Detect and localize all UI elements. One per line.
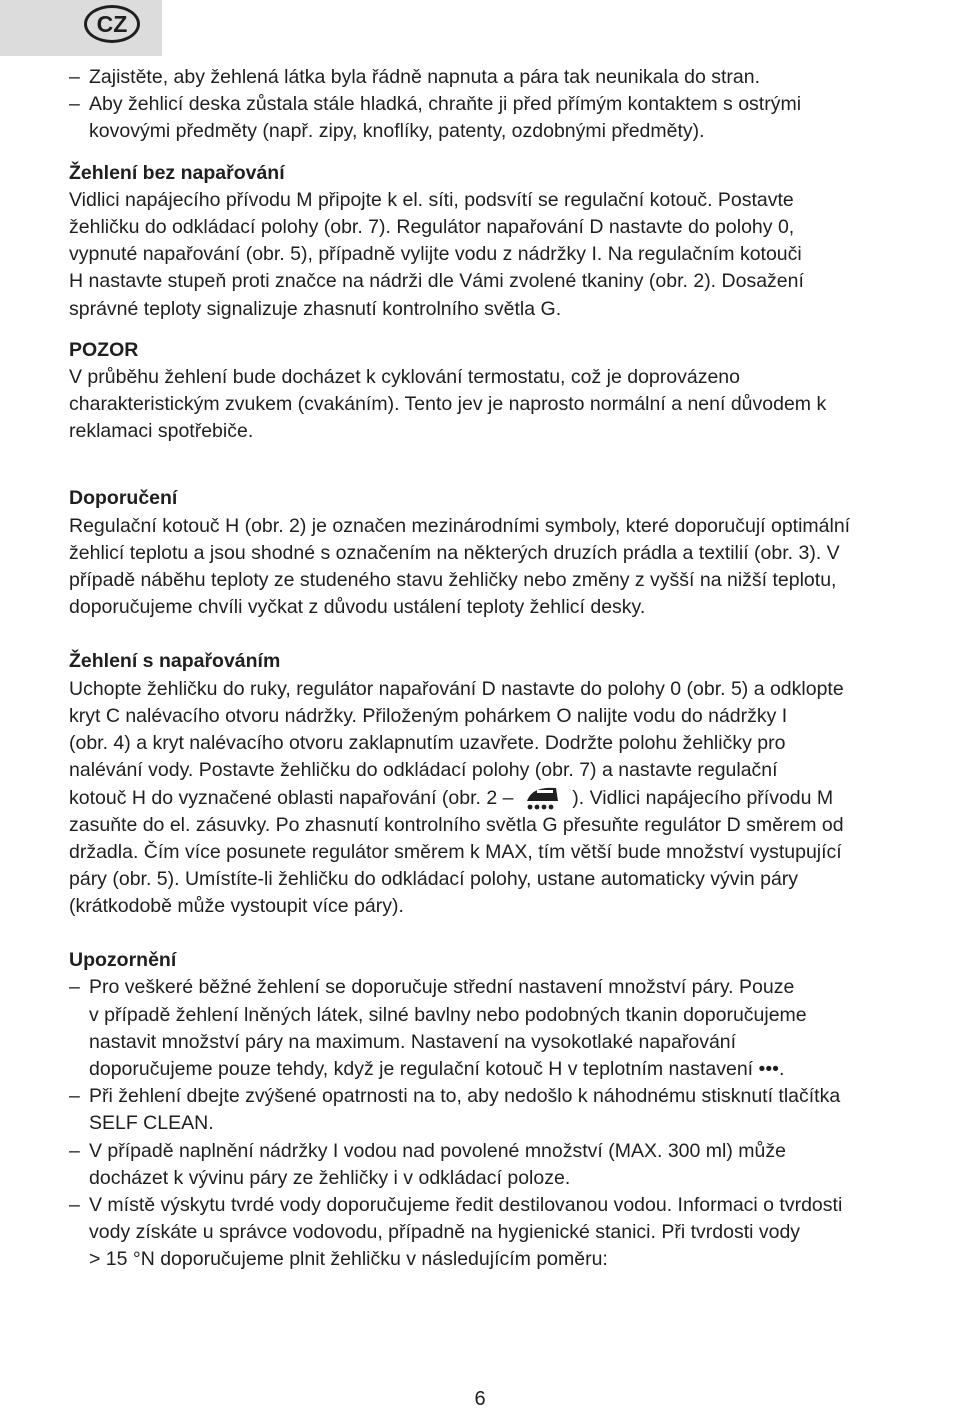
section-heading: Žehlení s napařováním [69, 650, 281, 673]
paragraph-line: kotouč H do vyznačené oblasti napařování (obr. 2 – ). Vidlici napájecího přívodu M [69, 784, 959, 811]
list-item-continuation: SELF CLEAN. [89, 1112, 214, 1135]
paragraph-line: vypnuté napařování (obr. 5), případně vylijte vodu z nádržky I. Na regulačním kotouči [69, 243, 802, 266]
paragraph-line: páry (obr. 5). Umístíte-li žehličku do odkládací polohy, ustane automaticky vývin páry [69, 867, 799, 890]
paragraph-line: správné teploty signalizuje zhasnutí kontrolního světla G. [69, 297, 562, 320]
paragraph-line: žehličku do odkládací polohy (obr. 7). Regulátor napařování D nastavte do polohy 0, [69, 215, 795, 238]
list-item-continuation: v případě žehlení lněných látek, silné bavlny nebo podobných tkanin doporučujeme [89, 1003, 807, 1026]
list-item: – V místě výskytu tvrdé vody doporučujeme ředit destilovanou vodou. Informaci o tvrdosti [69, 1193, 843, 1216]
paragraph-line: V průběhu žehlení bude docházet k cyklování termostatu, což je doprovázeno [69, 365, 740, 388]
paragraph-line: případě náběhu teploty ze studeného stavu žehličky nebo změny z vyšší na nižší teplotu, [69, 569, 837, 591]
section-heading: Žehlení bez napařování [69, 161, 285, 184]
paragraph-line: doporučujeme chvíli vyčkat z důvodu ustálení teploty žehlicí desky. [69, 596, 646, 619]
paragraph-line: nalévání vody. Postavte žehličku do odkládací polohy (obr. 7) a nastavte regulační [69, 759, 778, 782]
paragraph-line: (obr. 4) a kryt nalévacího otvoru zaklapnutím uzavřete. Dodržte polohu žehličky pro [69, 731, 786, 754]
section-heading: POZOR [69, 338, 139, 361]
paragraph-line: žehlicí teplotu a jsou shodné s označením na některých druzích prádla a textilií (obr. 3). V [69, 541, 840, 564]
paragraph-line: charakteristickým zvukem (cvakáním). Tento jev je naprosto normální a není důvodem k [69, 393, 827, 416]
paragraph-line: kryt C nalévacího otvoru nádržky. Přiloženým pohárkem O nalijte vodu do nádržky I [69, 704, 788, 727]
manual-text [69, 64, 959, 1274]
page-number: 6 [474, 1388, 486, 1410]
paragraph-line: Uchopte žehličku do ruky, regulátor napařování D nastavte do polohy 0 (obr. 5) a odklopte [69, 677, 844, 700]
section-heading: Upozornění [69, 949, 177, 972]
list-item-continuation: kovovými předměty (např. zipy, knoflíky, patenty, ozdobnými předměty). [89, 120, 705, 143]
paragraph-line: Regulační kotouč H (obr. 2) je označen mezinárodními symboly, které doporučují optimální [69, 514, 851, 537]
paragraph-line: Vidlici napájecího přívodu M připojte k el. síti, podsvítí se regulační kotouč. Postavte [69, 188, 794, 211]
paragraph-line: reklamaci spotřebiče. [69, 420, 254, 443]
list-item-continuation: > 15 °N doporučujeme plnit žehličku v následujícím poměru: [89, 1248, 608, 1271]
list-item: – Aby žehlicí deska zůstala stále hladká, chraňte ji před přímým kontaktem s ostrými [69, 93, 802, 116]
paragraph-line: H nastavte stupeň proti značce na nádrži dle Vámi zvolené tkaniny (obr. 2). Dosažení [69, 270, 804, 293]
list-item-continuation: nastavit množství páry na maximum. Nastavení na vysokotlaké napařování [89, 1030, 737, 1053]
list-item: – Při žehlení dbejte zvýšené opatrnosti na to, aby nedošlo k náhodnému stisknutí tlačítka [69, 1085, 841, 1108]
list-item: – Pro veškeré běžné žehlení se doporučuje střední nastavení množství páry. Pouze [69, 976, 795, 999]
list-item: – V případě naplnění nádržky I vodou nad povolené množství (MAX. 300 ml) může [69, 1139, 786, 1162]
list-item-continuation: doporučujeme pouze tehdy, když je regulační kotouč H v teplotním nastavení •••. [89, 1058, 785, 1080]
paragraph-line: držadla. Čím více posunete regulátor směrem k MAX, tím větší bude množství vystupující [69, 840, 842, 863]
section-heading: Doporučení [69, 487, 178, 510]
paragraph-line: (krátkodobě může vystoupit více páry). [69, 895, 404, 918]
language-badge: CZ [84, 5, 140, 43]
language-badge-box [0, 0, 162, 56]
list-item-continuation: docházet k vývinu páry ze žehličky i v odkládací poloze. [89, 1166, 571, 1189]
paragraph-line: zasuňte do el. zásuvky. Po zhasnutí kontrolního světla G přesuňte regulátor D směrem od [69, 813, 844, 836]
list-item-continuation: vody získáte u správce vodovodu, případně na hygienické stanici. Při tvrdosti vody [89, 1221, 801, 1244]
list-item: – Zajistěte, aby žehlená látka byla řádně napnuta a pára tak neunikala do stran. [69, 66, 761, 88]
